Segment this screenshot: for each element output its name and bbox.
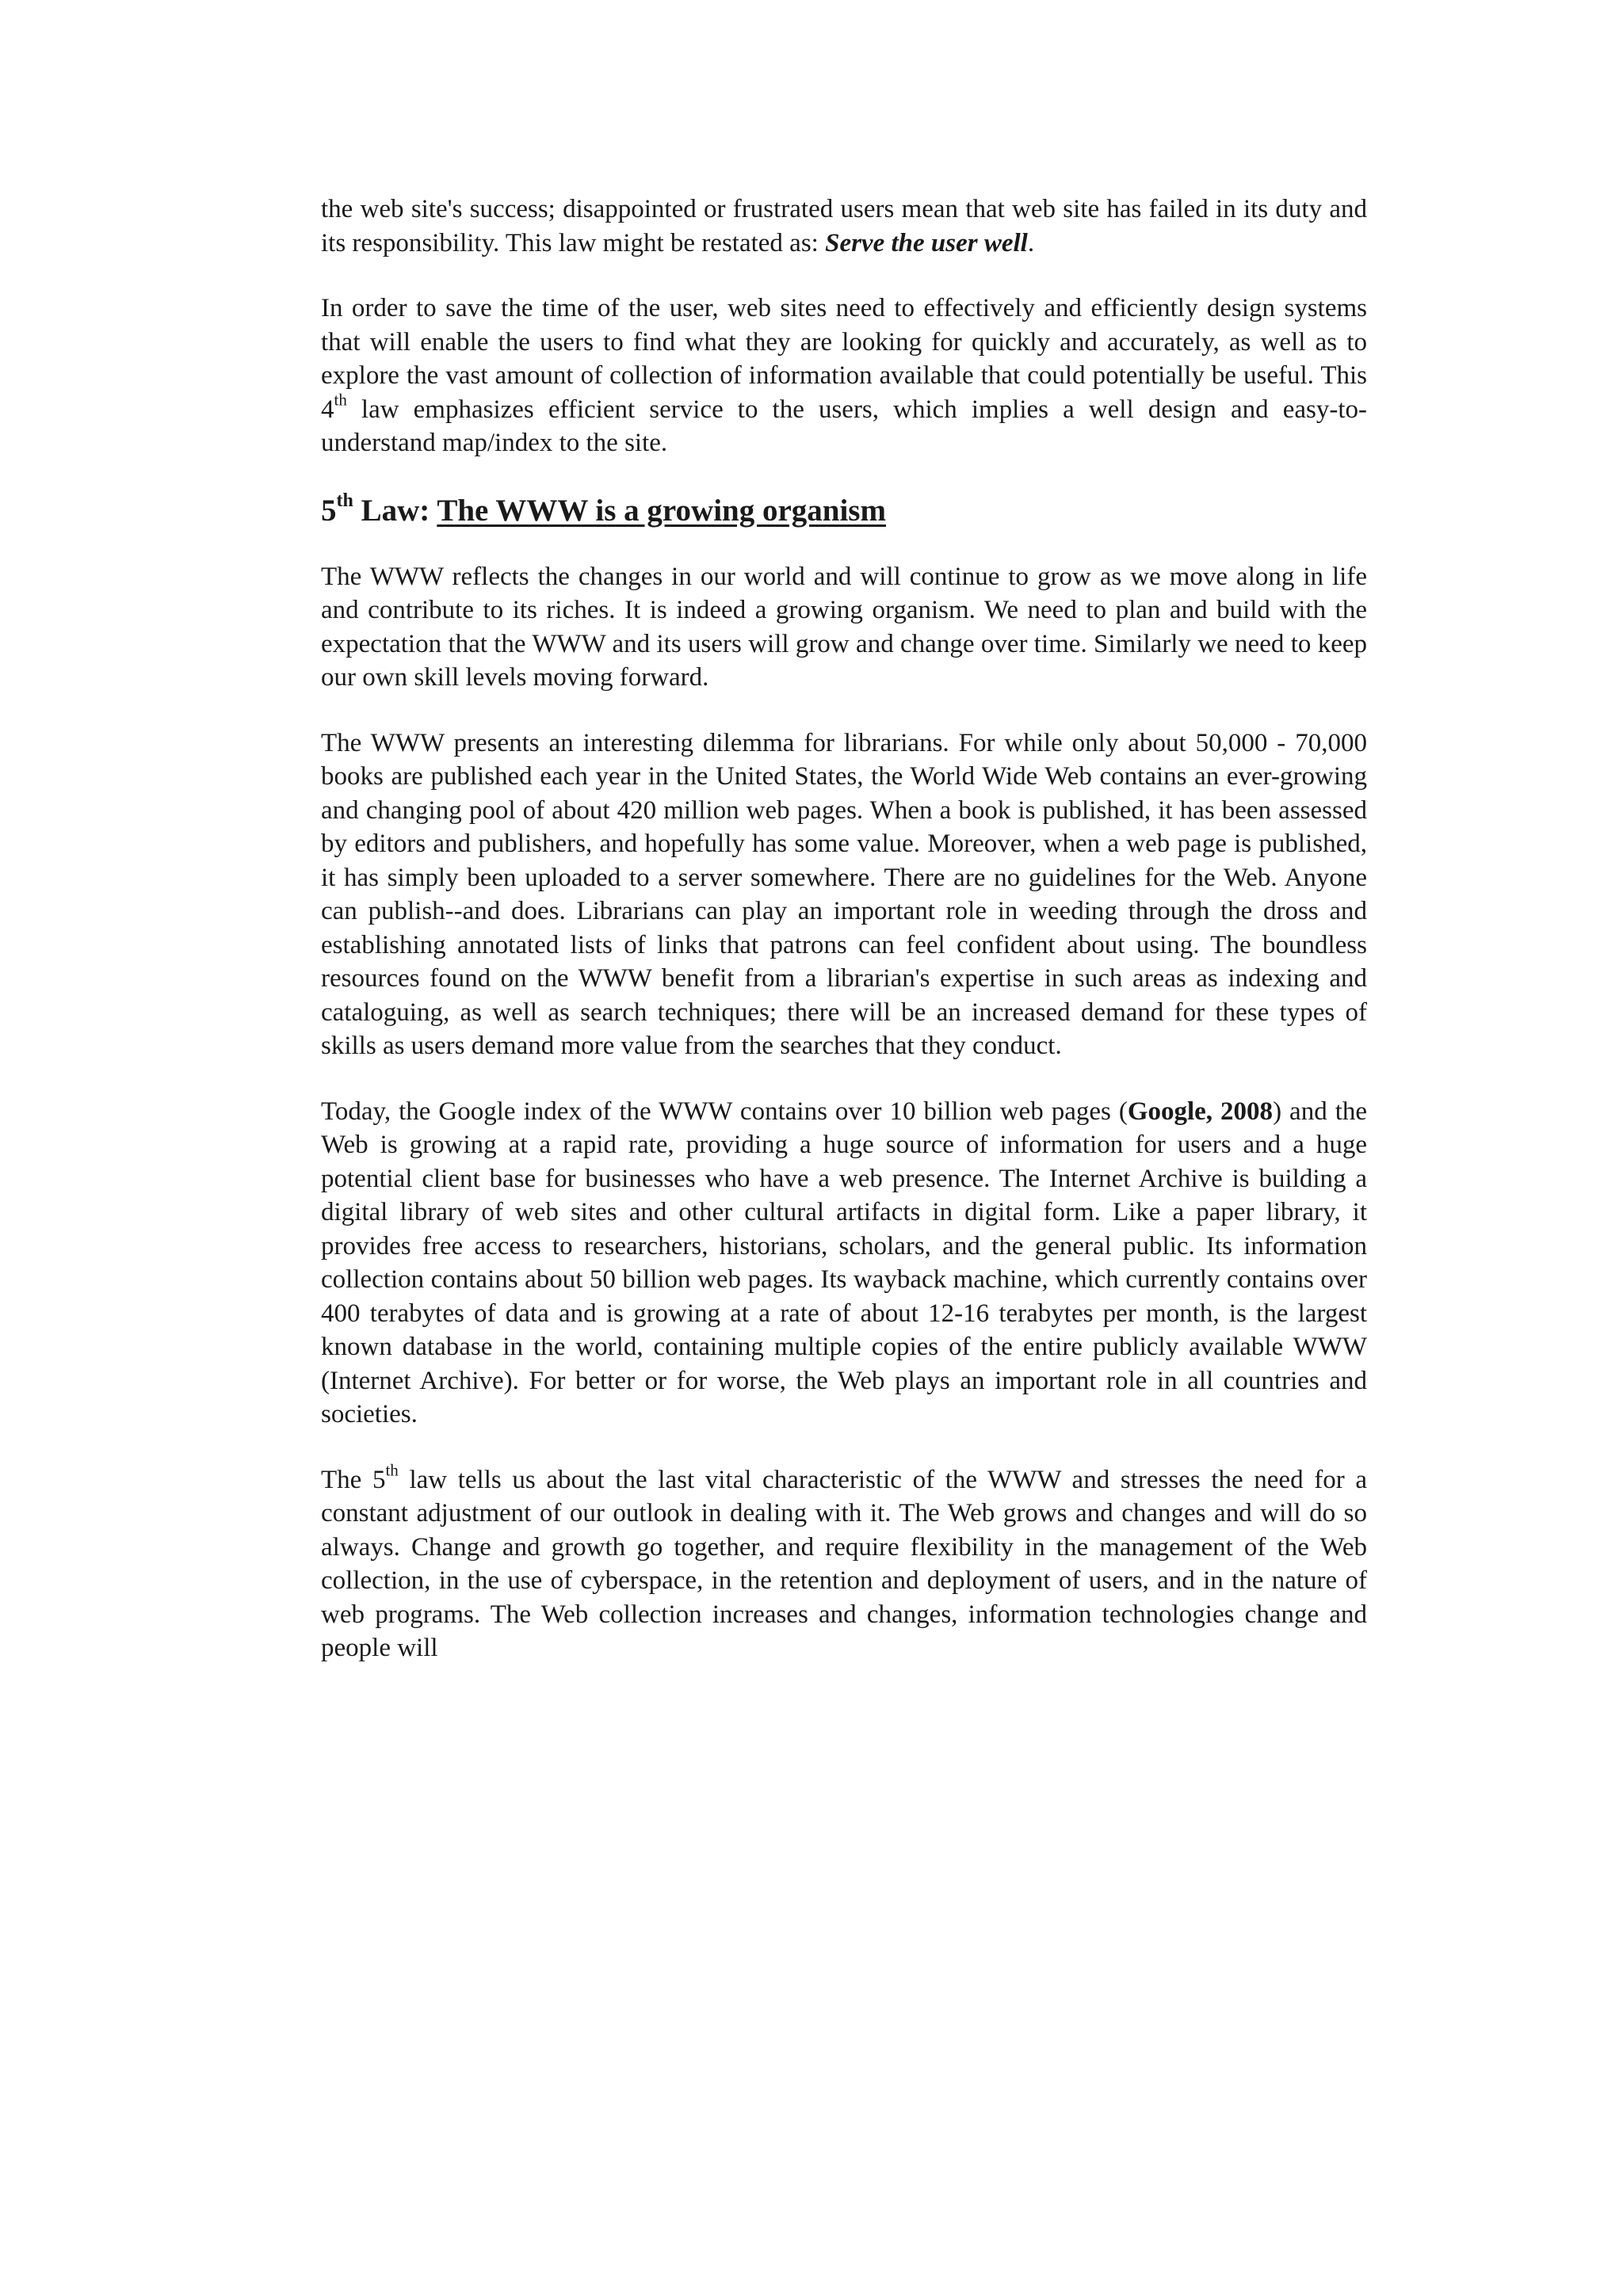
citation-google-2008: Google, 2008 <box>1127 1097 1274 1126</box>
paragraph-serve-user: the web site's success; disappointed or frustrated users mean that web site has failed in its duty and its responsibility. This law might be restated as: Serve the user well. <box>321 195 1367 257</box>
section-heading-fifth-law: 5th Law: The WWW is a growing organism <box>321 490 886 528</box>
paragraph-fifth-law-summary: The 5th law tells us about the last vital characteristic of the WWW and stresses the need for a constant adjustment of our outlook in dealing with it. The Web grows and changes and will do so always. Change and growth go together, and require flexibility in the management of the Web collection, in the use of cyberspace, in the retention and deployment of users, and in the nature of web programs. The Web collection increases and changes, information technologies change and people will <box>321 1459 1367 1662</box>
paragraph-save-time: In order to save the time of the user, web sites need to effectively and efficiently design systems that will enable the users to find what they are looking for quickly and accurately, as well as to explore the vast amount of collection of information available that could potentially be useful. This 4th law emphasizes efficient service to the users, which implies a well design and easy-to-understand map/index to the site. <box>321 294 1367 457</box>
emphasis-serve-user-well: Serve the user well <box>825 228 1028 257</box>
paragraph-google-index: Today, the Google index of the WWW contains over 10 billion web pages (Google, 2008) and the Web is growing at a rapid rate, providing a huge source of information for users and a huge potential client base for businesses who have a web presence. The Internet Archive is building a digital library of web sites and other cultural artifacts in digital form. Like a paper library, it provides free access to researchers, historians, scholars, and the general public. Its information collection contains about 50 billion web pages. Its wayback machine, which currently contains over 400 terabytes of data and is growing at a rate of about 12-16 terabytes per month, is the largest known database in the world, containing multiple copies of the entire publicly available WWW (Internet Archive). For better or for worse, the Web plays an important role in all countries and societies. <box>321 1097 1368 1428</box>
document-page <box>321 193 1367 1697</box>
section-heading-title: The WWW is a growing organism <box>437 493 886 528</box>
paragraph-www-reflects: The WWW reflects the changes in our world and will continue to grow as we move along in life and contribute to its riches. It is indeed a growing organism. We need to plan and build with the expectation that the WWW and its users will grow and change over time. Similarly we need to keep our own skill levels moving forward. <box>321 562 1367 692</box>
paragraph-librarians-dilemma: The WWW presents an interesting dilemma for librarians. For while only about 50,000 - 70,000 books are published each year in the United States, the World Wide Web contains an ever-growing and changing pool of about 420 million web pages. When a book is published, it has been assessed by editors and publishers, and hopefully has some value. Moreover, when a web page is published, it has simply been uploaded to a server somewhere. There are no guidelines for the Web. Anyone can publish--and does. Librarians can play an important role in weeding through the dross and establishing annotated lists of links that patrons can feel confident about using. The boundless resources found on the WWW benefit from a librarian's expertise in such areas as indexing and cataloguing, as well as search techniques; there will be an increased demand for these types of skills as users demand more value from the searches that they conduct. <box>321 728 1367 1060</box>
